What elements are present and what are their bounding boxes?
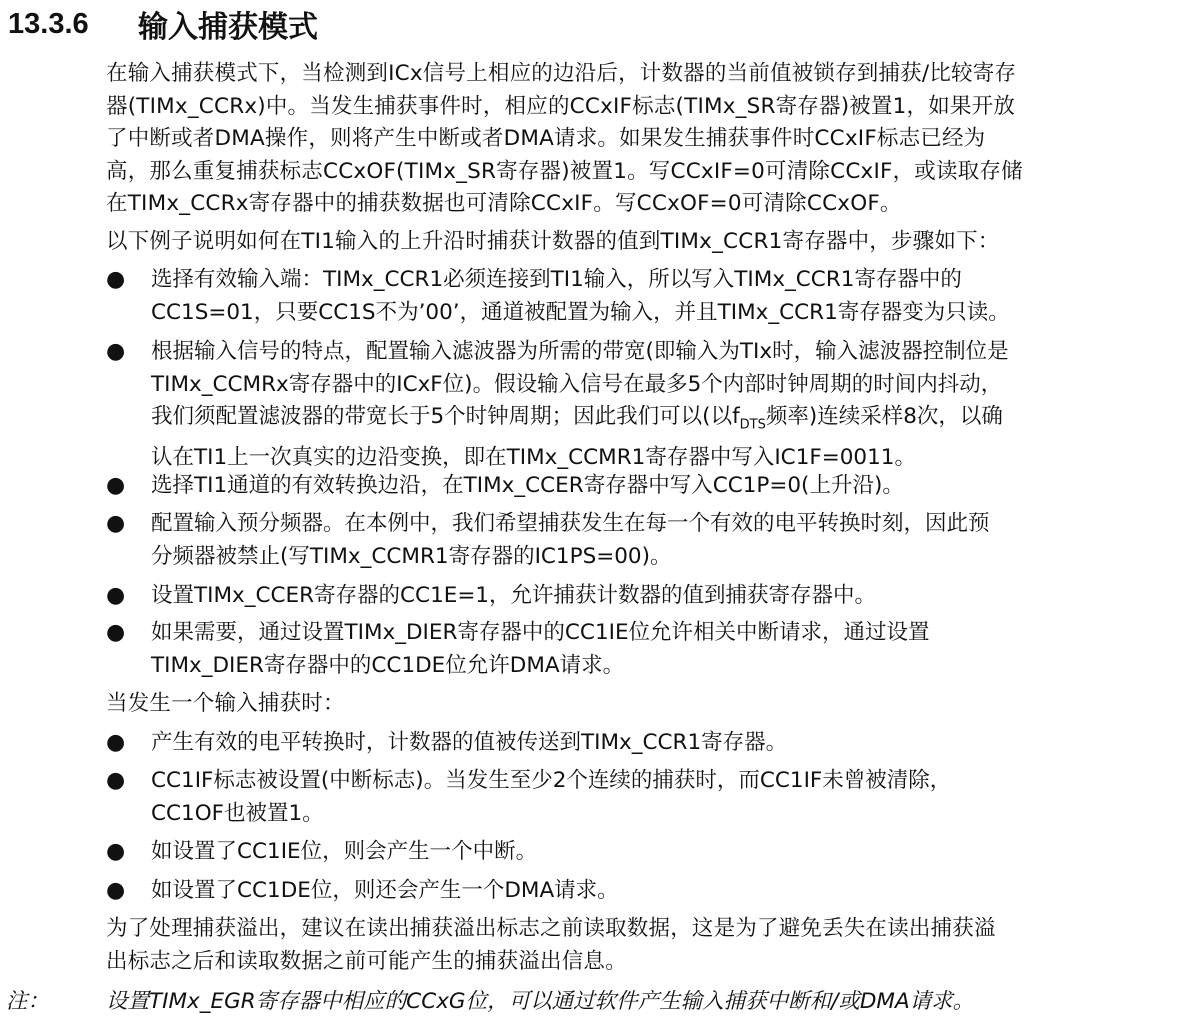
example-intro: 以下例子说明如何在TI1输入的上升沿时捕获计数器的值到TIMx_CCR1寄存器中，步骤如下： — [106, 229, 1000, 254]
bullet-icon: ● — [106, 620, 126, 645]
dts-subscript: DTS — [739, 417, 766, 433]
capture-intro: 当发生一个输入捕获时： — [106, 691, 345, 716]
section-title: 输入捕获模式 — [138, 10, 318, 45]
bullet-icon: ● — [106, 339, 126, 364]
note-text: 设置TIMx_EGR寄存器中相应的CCxG位，可以通过软件产生输入捕获中断和/或DMA请求。 — [106, 989, 975, 1014]
intro-line: 高，那么重复捕获标志CCxOF(TIMx_SR寄存器)被置1。写CCxIF=0可清除CCxIF，或读取存储 — [106, 158, 1023, 184]
bullet-icon: ● — [106, 768, 126, 793]
intro-line: 在TIMx_CCRx寄存器中的捕获数据也可清除CCxIF。写CCxOF=0可清除CCxOF。 — [106, 191, 902, 217]
section-heading — [8, 2, 318, 46]
bullet-icon: ● — [106, 878, 126, 903]
bullet-icon: ● — [106, 839, 126, 864]
bullet-icon: ● — [106, 730, 126, 755]
bullet-icon: ● — [106, 473, 126, 498]
overflow-paragraph: 为了处理捕获溢出，建议在读出捕获溢出标志之前读取数据，这是为了避免丢失在读出捕获溢 出标志之后和读取数据之前可能产生的捕获溢出信息。 — [106, 916, 996, 974]
section-number: 13.3.6 — [8, 7, 89, 40]
intro-line: 器(TIMx_CCRx)中。当发生捕获事件时，相应的CCxIF标志(TIMx_SR寄存器)被置1，如果开放 — [106, 93, 1016, 119]
intro-line: 了中断或者DMA操作，则将产生中断或者DMA请求。如果发生捕获事件时CCxIF标志已经为 — [106, 126, 986, 152]
bullet-icon: ● — [106, 583, 126, 608]
intro-line: 在输入捕获模式下，当检测到ICx信号上相应的边沿后，计数器的当前值被锁存到捕获/比较寄存 — [106, 61, 1017, 86]
note-label: 注： — [6, 989, 50, 1014]
bullet-icon: ● — [106, 511, 126, 536]
intro-paragraph — [106, 58, 1136, 221]
bullet-icon: ● — [106, 267, 126, 292]
